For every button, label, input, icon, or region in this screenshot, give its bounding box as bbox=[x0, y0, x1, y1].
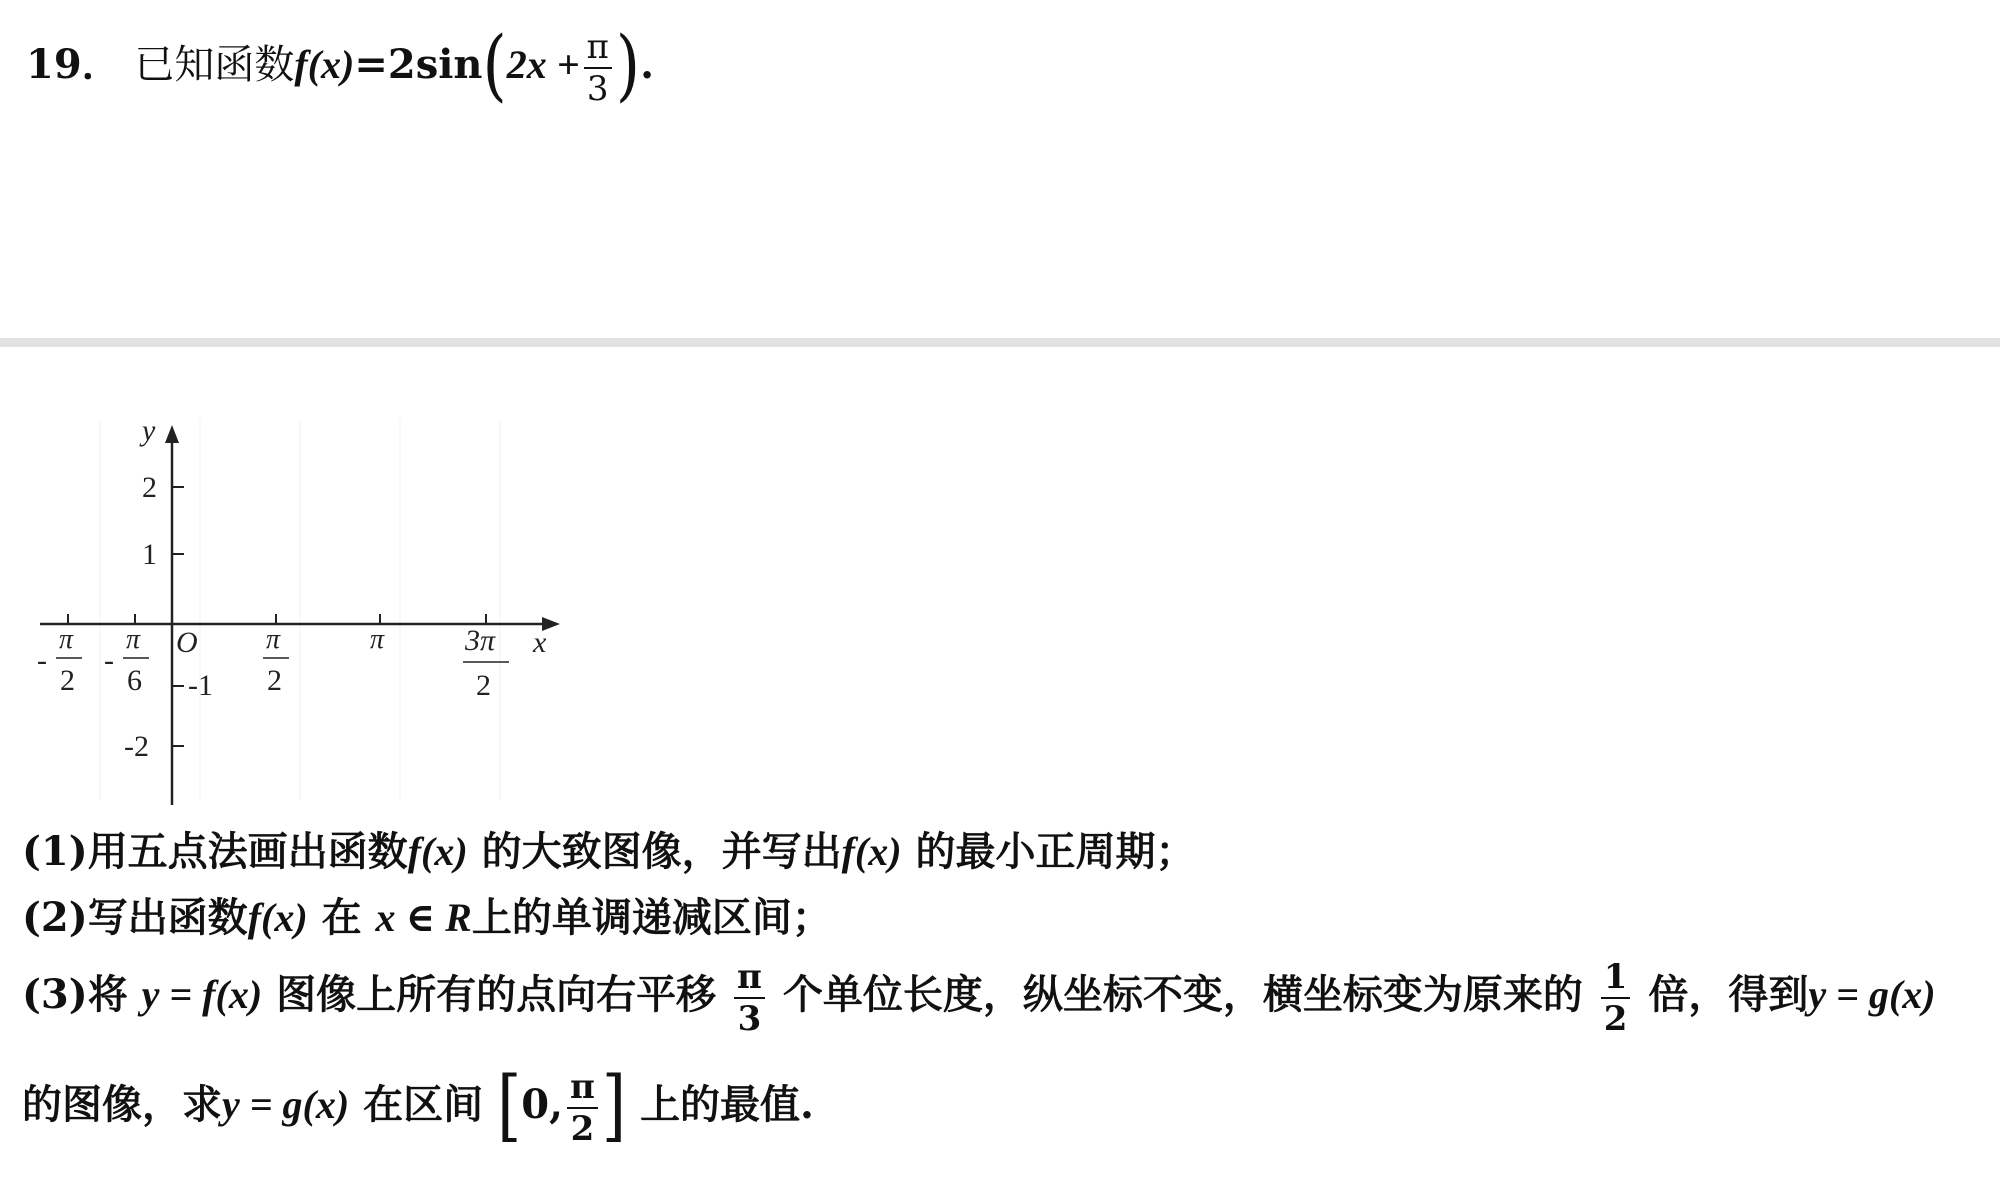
origin-label: O bbox=[176, 626, 198, 659]
y-axis-arrow bbox=[165, 425, 179, 443]
inner-left: 2x + bbox=[506, 42, 580, 87]
part-1-text-c: 的最小正周期； bbox=[915, 828, 1196, 875]
part-2-text-b: 在 bbox=[321, 894, 362, 941]
part-1-func-b: f(x) bbox=[841, 829, 902, 874]
y-label-1: 1 bbox=[142, 538, 157, 571]
section-divider bbox=[0, 338, 2000, 347]
interval-frac-pi2 bbox=[567, 1067, 598, 1149]
x-label-den-3: 2 bbox=[267, 664, 282, 697]
coordinate-figure bbox=[30, 400, 590, 810]
grid-lines bbox=[100, 420, 500, 800]
part-3-text-b: 图像上所有的点向右平移 bbox=[276, 971, 717, 1018]
question-part-1 bbox=[22, 820, 1196, 877]
x-label-den-1: 2 bbox=[60, 664, 75, 697]
x-label-sign-2: - bbox=[104, 644, 114, 677]
frac-num: π bbox=[584, 30, 612, 69]
part-2-func: f(x) bbox=[247, 895, 308, 940]
part-1-text-b: 的大致图像，并写出 bbox=[481, 828, 842, 875]
y-label-2: 2 bbox=[142, 471, 157, 504]
x-label-sign-1: - bbox=[37, 644, 47, 677]
question-number: 19． bbox=[26, 41, 122, 88]
frac-den: 2 bbox=[570, 1109, 595, 1149]
right-paren: ) bbox=[615, 18, 641, 111]
function-coef: 2sin bbox=[387, 41, 483, 88]
part-1-func-a: f(x) bbox=[407, 829, 468, 874]
frac-num: π bbox=[567, 1070, 598, 1109]
part-3-label: (3) bbox=[22, 971, 88, 1018]
y-label-neg1: -1 bbox=[188, 669, 213, 702]
x-label-num-2: π bbox=[126, 624, 141, 655]
part-3-text-c: 个单位长度，纵坐标不变，横坐标变为原来的 bbox=[782, 971, 1583, 1018]
part-3-frac-pi3 bbox=[734, 957, 765, 1039]
frac-den: 3 bbox=[586, 69, 609, 109]
x-label-num-5: 3π bbox=[465, 624, 496, 657]
part-1-text-a: 用五点法画出函数 bbox=[87, 828, 408, 875]
part-3-eq-b: y = g(x) bbox=[1808, 972, 1936, 1017]
question-part-3 bbox=[22, 957, 1936, 1039]
y-label-neg2: -2 bbox=[124, 730, 149, 763]
part-2-text-a: 写出函数 bbox=[87, 894, 248, 941]
part-2-label: (2) bbox=[22, 894, 88, 941]
x-label-num-4: π bbox=[370, 624, 385, 655]
x-axis-label: x bbox=[533, 626, 547, 659]
period: . bbox=[640, 41, 655, 88]
x-label-den-2: 6 bbox=[127, 664, 142, 697]
question-part-2 bbox=[22, 886, 832, 943]
interval-right-bracket: ] bbox=[601, 1058, 627, 1151]
x-label-den-5: 2 bbox=[476, 669, 491, 702]
frac-num: 1 bbox=[1601, 960, 1631, 999]
coordinate-svg bbox=[30, 400, 590, 810]
frac-num: π bbox=[734, 960, 765, 999]
pi-over-3 bbox=[584, 27, 612, 109]
function-lhs: f(x) bbox=[294, 42, 355, 87]
part-3-frac-half bbox=[1601, 957, 1631, 1039]
part-2-text-c: 上的单调递减区间； bbox=[471, 894, 832, 941]
question-header bbox=[26, 18, 655, 111]
part-3-text-a: 将 bbox=[87, 971, 128, 1018]
left-paren: ( bbox=[482, 18, 507, 111]
part-3-eq-c: y = g(x) bbox=[222, 1082, 350, 1127]
part-3-eq-a: y = f(x) bbox=[141, 972, 263, 1017]
frac-den: 3 bbox=[737, 999, 762, 1039]
frac-den: 2 bbox=[1603, 999, 1628, 1039]
interval-left-bracket: [ bbox=[497, 1058, 522, 1151]
part-3-text-e: 的图像，求 bbox=[22, 1081, 222, 1128]
part-3-text-d: 倍，得到 bbox=[1648, 971, 1809, 1018]
part-3-text-f: 在区间 bbox=[363, 1081, 484, 1128]
x-label-num-1: π bbox=[59, 624, 74, 655]
part-1-label: (1) bbox=[22, 828, 88, 875]
interval-zero: 0, bbox=[521, 1081, 564, 1128]
x-label-num-3: π bbox=[266, 624, 281, 655]
part-2-condition: x ∈ R bbox=[375, 895, 472, 940]
y-axis-label: y bbox=[142, 414, 156, 447]
part-3-text-g: 上的最值. bbox=[640, 1081, 814, 1128]
question-part-3-continued bbox=[22, 1058, 814, 1151]
equals-sign: = bbox=[354, 41, 388, 88]
question-stem: 已知函数 bbox=[134, 42, 295, 88]
